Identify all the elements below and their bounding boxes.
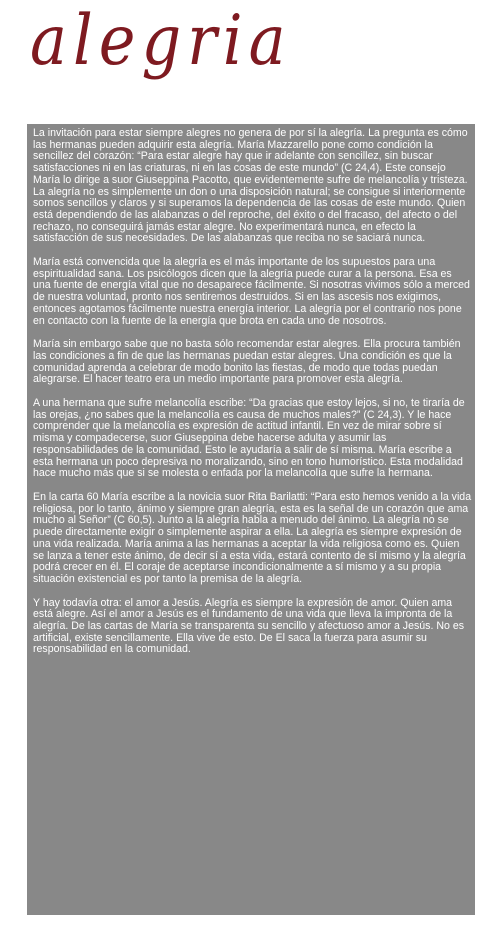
page-title: alegria <box>30 0 292 82</box>
paragraph-3: María sin embargo sabe que no basta sólo recomendar estar alegres. Ella procura también las condiciones a fin de que las hermanas puedan estar alegres. Una condición es que la comunidad aprenda a celebrar de modo bonito las fiestas, de modo que todas puedan alegrarse. El hacer teatro era un medio importante para promover esta alegría. <box>33 338 461 386</box>
paragraph-2: María está convencida que la alegría es el más importante de los supuestos para una espiritualidad sana. Los psicólogos dicen que la alegría puede curar a la persona. Esa es una fuente de energía vital que no desaparece fácilmente. Si nosotras vivimos sólo a merced de nuestra voluntad, pronto nos sentiremos destruidos. Si en las ascesis nos exigimos, entonces agotamos fácilmente nuestra energía interior. La alegría por el contrario nos pone en contacto con la fuente de la energía que brota en cada uno de nosotros. <box>33 256 470 327</box>
paragraph-5: En la carta 60 María escribe a la novicia suor Rita Barilatti: “Para esto hemos venido a la vida religiosa, por lo tanto, ánimo y siempre gran alegría, esta es la señal de un corazón que ama mucho al Señor” (C 60,5). Junto a la alegría habla a menudo del ánimo. La alegría no se puede directamente exigir o simplemente aspirar a ella. La alegría es siempre expresión de una vida realizada. María anima a las hermanas a aceptar la vida religiosa como es. Quien se lanza a tener este ánimo, de decir sí a esta vida, estará contento de sí mismo y la alegría podrá crecer en él. El coraje de aceptarse incondicionalmente a sí mismo y a su propia situación existencial es por tanto la premisa de la alegría. <box>33 490 472 585</box>
paragraph-6: Y hay todavía otra: el amor a Jesús. Alegría es siempre la expresión de amor. Quien ama está alegre. Así el amor a Jesús es el fundamento de una vida que lleva la impronta de la alegría. De las cartas de María se transparenta su sencillo y afectuoso amor a Jesús. No es artificial, existe sencillamente. Ella vive de esto. De El saca la fuerza para asumir su responsabilidad en la comunidad. <box>33 596 465 656</box>
paragraph-1: La invitación para estar siempre alegres no genera de por sí la alegría. La pregunta es cómo las hermanas pueden adquirir esta alegría. María Mazzarello pone como condición la sencillez del corazón: “Para estar alegre hay que ir adelante con sencillez, sin buscar satisfacciones ni en las criaturas, ni en las cosas de este mundo” (C 24,4). Este consejo María lo dirige a suor Giuseppina Pacotto, que evidentemente sufre de melancolía y tristeza. La alegría no es simplemente un don o una disposición natural; se consigue si interiormente somos sencillos y claros y si superamos la dependencia de las cosas de este mundo. Quien está dependiendo de las alabanzas o del reproche, del éxito o del fracaso, del afecto o del rechazo, no conseguirá jamás estar alegre. No experimentará nunca, en efecto la satisfacción de sus necesidades. De las alabanzas que reciba no se saciará nunca. <box>33 127 468 245</box>
paragraph-4: A una hermana que sufre melancolía escribe: “Da gracias que estoy lejos, si no, te tiraría de las orejas, ¿no sabes que la melancolía es causa de muchos males?” (C 24,3). Y le hace comprender que la melancolía es expresión de actitud infantil. En vez de mirar sobre sí misma y compadecerse, suor Giuseppina debe hacerse adulta y asumir las responsabilidades de la comunidad. Esto le ayudaría a salir de sí misma. María escribe a esta hermana un poco depresiva no moralizando, sino en tono humorístico. Esta modalidad hace mucho más que si se molesta o enfada por la melancolía que sufre la hermana. <box>33 397 465 480</box>
content-panel <box>27 124 475 915</box>
